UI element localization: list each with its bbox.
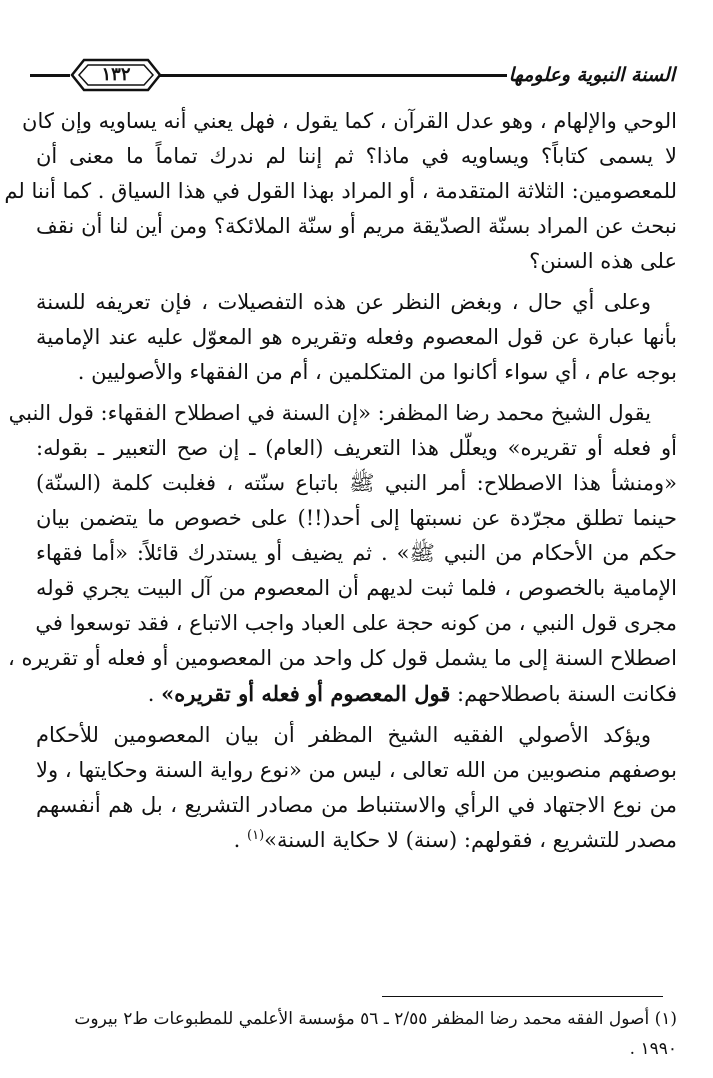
body-text: [4, 104, 677, 864]
text-line: مجرى قول النبي ، من كونه حجة على العباد واجب الاتباع ، فقد توسعوا في: [35, 611, 677, 635]
text-line: ويؤكد الأصولي الفقيه الشيخ المظفر أن بيان المعصومين للأحكام: [36, 723, 651, 747]
closing-text: فكانت السنة باصطلاحهم:: [450, 682, 677, 706]
text-line: يقول الشيخ محمد رضا المظفر: «إن السنة في اصطلاح الفقهاء: قول النبي: [8, 401, 651, 425]
text-line: «ومنشأ هذا الاصطلاح: أمر النبي ﷺ باتباع سنّته ، فغلبت كلمة (السنّة): [36, 471, 677, 495]
footnote-line-2: ١٩٩٠ .: [629, 1039, 677, 1059]
paragraph-2: [36, 285, 677, 390]
header-rule-left-stub: [30, 74, 70, 77]
text-line: حكم من الأحكام من النبي ﷺ» . ثم يضيف أو يستدرك قائلاً: «أما فقهاء: [36, 541, 677, 565]
text-line: بوصفهم منصوبين من الله تعالى ، ليس من «نوع رواية السنة وحكايتها ، ولا: [36, 758, 677, 782]
text-line: [36, 676, 677, 712]
text-line: اصطلاح السنة إلى ما يشمل قول كل واحد من المعصومين أو فعله أو تقريره ،: [8, 646, 677, 670]
text-line: الإمامية بالخصوص ، فلما ثبت لديهم أن المعصوم من آل البيت يجري قوله: [36, 576, 677, 600]
footnote: [36, 1004, 677, 1064]
text-line: الوحي والإلهام ، وهو عدل القرآن ، كما يقول ، فهل يعني أنه يساويه وإن كان: [22, 109, 677, 133]
paragraph-3: [8, 396, 677, 712]
closing-text: مصدر للتشريع ، فقولهم: (سنة) لا حكاية السنة»: [264, 828, 677, 852]
text-line: وعلى أي حال ، وبغض النظر عن هذه التفصيلات ، فإن تعريفه للسنة: [36, 290, 651, 314]
paragraph-1: [4, 104, 677, 279]
page-number: ١٣٢: [101, 64, 131, 85]
text-line: أو فعله أو تقريره» ويعلّل هذا التعريف (العام) ـ إن صح التعبير ـ بقوله:: [36, 436, 677, 460]
footnote-line-1: (١) أصول الفقه محمد رضا المظفر ٢/٥٥ ـ ٥٦ مؤسسة الأعلمي للمطبوعات ط٢ بيروت: [74, 1009, 677, 1029]
bold-quote: قول المعصوم أو فعله أو تقريره»: [161, 681, 451, 706]
paragraph-4: [36, 718, 677, 858]
closing-punctuation: .: [233, 828, 248, 852]
running-title: السنة النبوية وعلومها: [508, 64, 675, 86]
text-line: للمعصومين: الثلاثة المتقدمة ، أو المراد بهذا القول في هذا السياق . كما أننا لم: [4, 179, 677, 203]
text-line: من نوع الاجتهاد في الرأي والاستنباط من مصادر التشريع ، بل هم أنفسهم: [36, 793, 677, 817]
text-line: نبحث عن المراد بسنّة الصدّيقة مريم أو سنّة الملائكة؟ ومن أين لنا أن نقف: [36, 214, 677, 238]
page-number-badge: [70, 58, 162, 92]
header-rule: [160, 74, 507, 77]
text-line: على هذه السنن؟: [529, 249, 677, 273]
page-header: [30, 52, 683, 100]
text-line: لا يسمى كتاباً؟ ويساويه في ماذا؟ ثم إننا لم ندرك تماماً ما معنى أن: [36, 144, 677, 168]
footnote-separator: [382, 996, 663, 997]
text-line: [36, 823, 677, 858]
footnote-reference: (١): [247, 828, 265, 843]
text-line: بأنها عبارة عن قول المعصوم وفعله وتقريره هو المعوّل عليه عند الإمامية: [36, 325, 677, 349]
closing-punctuation: .: [147, 682, 162, 706]
text-line: بوجه عام ، أي سواء أكانوا من المتكلمين ، أم من الفقهاء والأصوليين .: [77, 360, 677, 384]
text-line: حينما تطلق مجرّدة عن نسبتها إلى أحد(!!) على خصوص ما يتضمن بيان: [36, 506, 677, 530]
